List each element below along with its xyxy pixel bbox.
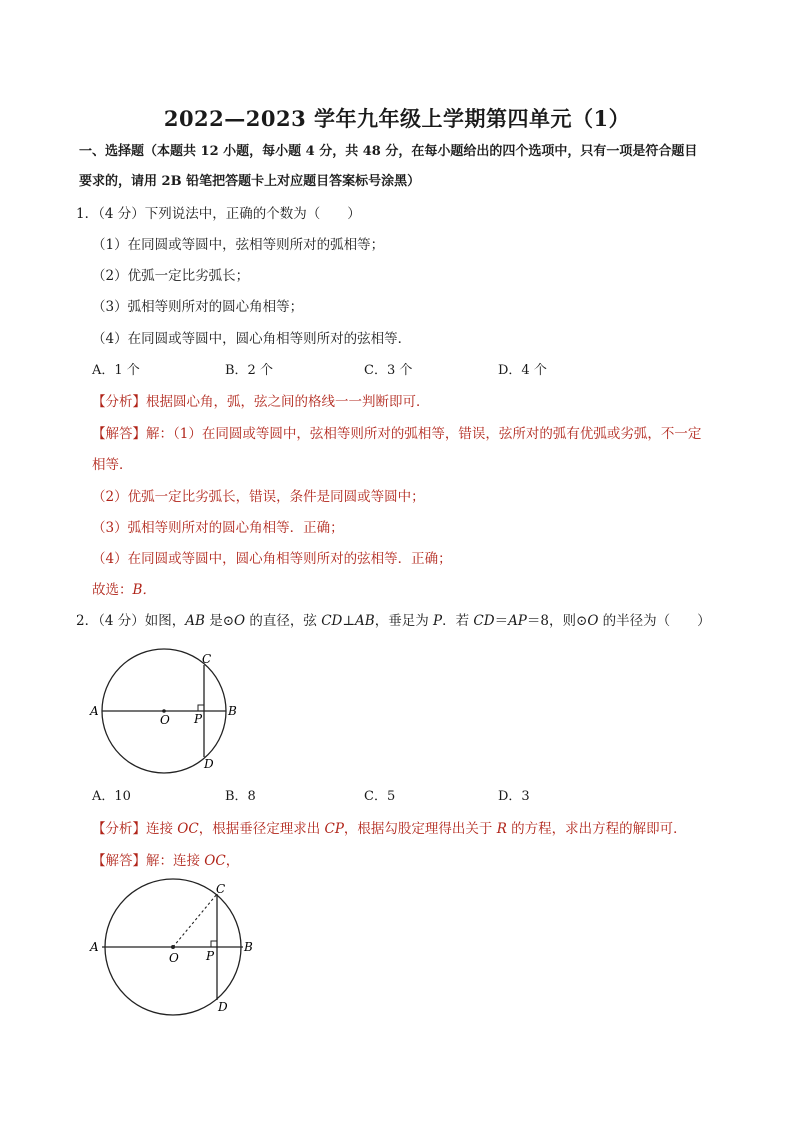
choice-label: 故选：: [92, 582, 133, 598]
q1-answer-line4: （3）弧相等则所对的圆心角相等．正确；: [92, 520, 344, 536]
right-angle-mark: [211, 941, 217, 947]
q1-item-4: （4）在同圆或等圆中，圆心角相等则所对的弦相等．: [92, 331, 412, 347]
q2-stem-part: ＝: [494, 613, 509, 629]
answer-tag: 【解答】: [92, 853, 146, 869]
label-c: C: [202, 652, 212, 666]
q1-item-1: （1）在同圆或等圆中，弦相等则所对的弧相等；: [92, 237, 385, 253]
label-p: P: [206, 949, 215, 963]
label-d: D: [204, 757, 214, 771]
q2-stem-part: ，垂足为: [374, 613, 434, 629]
q2-stem-part: CD: [473, 613, 495, 629]
analysis-part: ，根据勾股定理得出关于: [343, 821, 497, 837]
q2-stem-part: CD: [321, 613, 343, 629]
q1-option-d: D．4 个: [498, 363, 547, 378]
q2-stem-part: 的直径，弦: [245, 613, 322, 629]
analysis-tag: 【分析】: [92, 394, 146, 410]
q2-stem-part: ⊥: [342, 613, 356, 629]
q2-option-d: D．3: [498, 789, 530, 804]
analysis-text: 根据圆心角，弧，弦之间的格线一一判断即可．: [146, 394, 430, 410]
analysis-part: 的方程，求出方程的解即可．: [506, 821, 687, 837]
q1-item-3: （3）弧相等则所对的圆心角相等；: [92, 299, 304, 315]
q1-choice: [92, 580, 156, 600]
q2-stem-part: AB: [185, 613, 205, 629]
label-c: C: [216, 882, 226, 896]
analysis-part: 连接: [146, 821, 178, 837]
answer-part: OC: [204, 853, 226, 869]
analysis-part: R: [496, 821, 507, 837]
section-heading-line2: 要求的，请用 2B 铅笔把答题卡上对应题目答案标号涂黑）: [79, 174, 421, 189]
label-o: O: [169, 951, 179, 965]
center-point: [171, 945, 175, 949]
q1-answer-line3: （2）优弧一定比劣弧长，错误，条件是同圆或等圆中；: [92, 489, 425, 505]
analysis-part: OC: [177, 821, 199, 837]
q1-answer-line5: （4）在同圆或等圆中，圆心角相等则所对的弦相等．正确；: [92, 551, 452, 567]
q1-answer-line2: 相等．: [92, 457, 133, 473]
q2-figure-diagram: [88, 645, 248, 775]
q1-option-b: B．2 个: [225, 363, 273, 378]
answer-part: ，: [225, 853, 240, 869]
page-title: 2022—2023 学年九年级上学期第四单元（1）: [163, 106, 631, 131]
q2-stem-part: O: [234, 613, 246, 629]
label-p: P: [194, 712, 203, 726]
q2-option-b: B．8: [225, 789, 256, 804]
label-b: B: [228, 704, 237, 718]
q2-option-a: A．10: [92, 789, 131, 804]
q2-stem-part: AP: [508, 613, 527, 629]
segment-oc: [173, 894, 217, 947]
q2-answer-figure-diagram: [88, 878, 263, 1018]
section-heading-line1: 一、选择题（本题共 12 小题，每小题 4 分，共 48 分，在每小题给出的四个选项中，只有一项是符合题目: [79, 144, 698, 159]
label-d: D: [218, 1000, 228, 1014]
q2-analysis: [92, 819, 687, 839]
label-a: A: [90, 940, 99, 954]
q2-stem-part: 2．（4 分）如图，: [76, 613, 186, 629]
q2-stem-part: P: [433, 613, 443, 629]
q2-stem-part: 是⊙: [204, 613, 235, 629]
q2-stem-part: O: [587, 613, 599, 629]
analysis-part: CP: [324, 821, 344, 837]
q2-option-c: C．5: [364, 789, 396, 804]
q2-stem-part: ＝8，则⊙: [526, 613, 588, 629]
analysis-tag: 【分析】: [92, 821, 146, 837]
q1-analysis: [92, 392, 430, 412]
q1-option-a: A．1 个: [92, 363, 140, 378]
q1-option-c: C．3 个: [364, 363, 413, 378]
answer-tag: 【解答】: [92, 426, 146, 442]
label-o: O: [160, 713, 170, 727]
choice-value: B．: [132, 582, 156, 598]
analysis-part: ，根据垂径定理求出: [198, 821, 325, 837]
right-angle-mark: [198, 705, 204, 711]
label-b: B: [244, 940, 253, 954]
label-a: A: [90, 704, 99, 718]
q2-stem-part: ．若: [442, 613, 474, 629]
q2-stem: [76, 611, 711, 631]
q1-stem: 1．（4 分）下列说法中，正确的个数为（ ）: [76, 206, 361, 222]
answer-text: 解：（1）在同圆或等圆中，弦相等则所对的弧相等，错误，弦所对的弧有优弧或劣弧，不一定: [146, 426, 702, 442]
answer-part: 解：连接: [146, 853, 205, 869]
q1-item-2: （2）优弧一定比劣弧长；: [92, 268, 250, 284]
q2-stem-part: 的半径为（ ）: [598, 613, 711, 629]
q1-answer-line1: [92, 424, 701, 444]
q2-answer: [92, 851, 239, 871]
q2-stem-part: AB: [355, 613, 375, 629]
